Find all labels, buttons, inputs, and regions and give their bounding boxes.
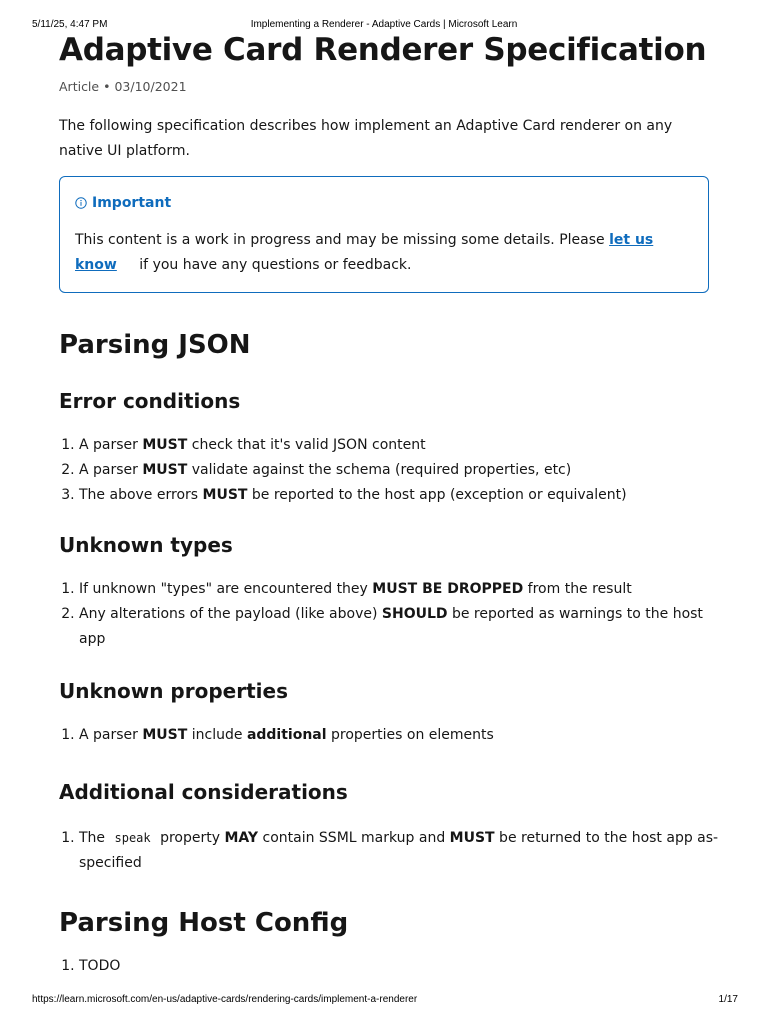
print-page-title: Implementing a Renderer - Adaptive Cards | Microsoft Learn	[250, 19, 518, 30]
list-error-conditions	[59, 433, 719, 508]
print-url: https://learn.microsoft.com/en-us/adaptive-cards/rendering-cards/implement-a-renderer	[32, 994, 418, 1005]
subheading-additional-considerations: Additional considerations	[59, 780, 348, 804]
list-item: 2. Any alterations of the payload (like above) SHOULD be reported as warnings to the host app	[79, 602, 719, 652]
article-content	[59, 30, 719, 979]
important-alert	[59, 176, 709, 293]
alert-text-before: This content is a work in progress and may be missing some details. Please	[75, 232, 610, 248]
list-item: 1. TODO	[79, 954, 719, 979]
alert-heading	[75, 195, 693, 211]
list-item: 1. If unknown "types" are encountered they MUST BE DROPPED from the result	[79, 577, 719, 602]
section-heading-parsing-json: Parsing JSON	[59, 330, 251, 360]
list-item: 1. A parser MUST include additional properties on elements	[79, 723, 719, 748]
list-item: 2. A parser MUST validate against the schema (required properties, etc)	[79, 458, 719, 483]
subheading-error-conditions: Error conditions	[59, 389, 241, 413]
article-type: Article	[59, 79, 100, 94]
info-icon	[75, 197, 87, 209]
list-item: 1. The speak property MAY contain SSML markup and MUST be returned to the host app as-specified	[79, 826, 719, 876]
list-item: 1. A parser MUST check that it's valid JSON content	[79, 433, 719, 458]
let-us-know-link[interactable]: let us know	[75, 232, 654, 273]
print-page-number: 1/17	[718, 994, 738, 1005]
alert-heading-text: Important	[92, 195, 172, 211]
inline-code-speak: speak	[114, 831, 151, 845]
subheading-unknown-types: Unknown types	[59, 533, 233, 557]
section-heading-parsing-host-config: Parsing Host Config	[59, 908, 349, 938]
meta-separator: •	[103, 79, 111, 94]
article-meta	[59, 79, 719, 95]
print-footer	[0, 994, 768, 1008]
page-title: Adaptive Card Renderer Specification	[59, 32, 707, 68]
alert-text-after: if you have any questions or feedback.	[134, 257, 412, 273]
list-additional-considerations	[59, 826, 719, 876]
list-unknown-types	[59, 577, 719, 652]
print-datetime: 5/11/25, 4:47 PM	[32, 19, 108, 30]
list-parsing-host-config	[59, 954, 719, 979]
alert-body	[75, 228, 693, 278]
subheading-unknown-properties: Unknown properties	[59, 679, 288, 703]
list-unknown-properties	[59, 723, 719, 748]
intro-paragraph: The following specification describes how implement an Adaptive Card renderer on any native UI platform.	[59, 118, 673, 159]
list-item: 3. The above errors MUST be reported to the host app (exception or equivalent)	[79, 483, 719, 508]
article-date: 03/10/2021	[114, 79, 187, 94]
